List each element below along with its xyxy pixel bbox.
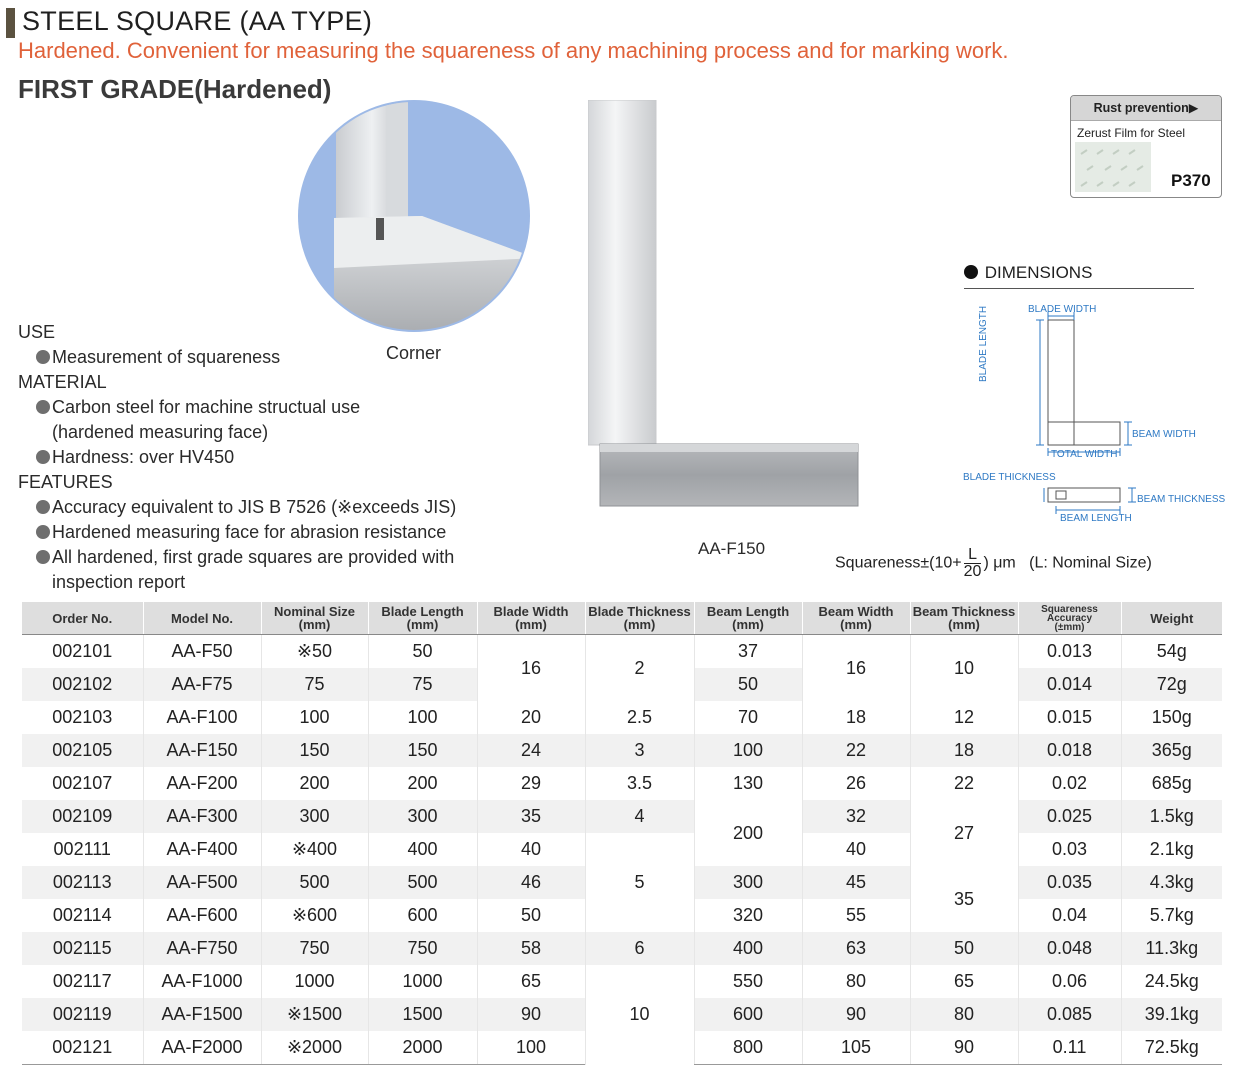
cell-nominal: ※2000 [261,1031,368,1065]
table-header-row [22,602,1222,635]
cell-nominal: 1000 [261,965,368,998]
cell-order: 002111 [53,839,111,859]
page-title: STEEL SQUARE (AA TYPE) [22,6,373,36]
cell-accuracy: 0.06 [1018,965,1121,998]
cell-beam-width: 40 [802,833,910,866]
bullet-icon [36,400,50,414]
cell-beam-thickness: 22 [910,767,1018,800]
cell-model: AA-F75 [143,668,261,701]
cell-beam-width: 16 [802,635,910,702]
grade-heading: FIRST GRADE(Hardened) [18,74,332,104]
cell-beam-thickness: 27 [910,800,1018,866]
cell-beam-length: 300 [694,866,802,899]
cell-beam-length: 130 [694,767,802,800]
cell-blade-thickness: 6 [585,932,694,965]
spec-table [22,602,1222,1065]
use-item: Measurement of squareness [18,345,456,370]
col-beam-thickness: Beam Thickness (mm) [910,602,1018,635]
cell-beam-length: 550 [694,965,802,998]
cell-nominal: ※50 [261,635,368,669]
cell-nominal: ※400 [261,833,368,866]
feature-item: Accuracy equivalent to JIS B 7526 (※exceeds JIS) [18,495,456,520]
feature-item: All hardened, first grade squares are provided with [18,545,456,570]
product-model-label: AA-F150 [698,539,766,558]
rust-page-reference[interactable]: P370 [1171,171,1211,190]
cell-beam-width: 32 [802,800,910,833]
cell-beam-length: 400 [694,932,802,965]
cell-beam-length: 100 [694,734,802,767]
page-subtitle: Hardened. Convenient for measuring the squareness of any machining process and for marking work. [18,38,1009,63]
squareness-formula: Squareness±(10+ $\frac{L}{20}$ ) μm (L: Nominal Size) [835,546,1152,580]
cell-model: AA-F400 [143,833,261,866]
cell-weight: 4.3kg [1121,866,1222,899]
cell-weight: 54g [1121,635,1222,669]
cell-blade-thickness: 4 [585,800,694,833]
corner-label: Corner [386,343,442,363]
cell-blade-thickness: 3.5 [585,767,694,800]
cell-beam-thickness: 50 [910,932,1018,965]
cell-blade-width: 24 [477,734,585,767]
cell-beam-width: 80 [802,965,910,998]
cell-blade-width: 29 [477,767,585,800]
rust-prevention-title[interactable]: Rust prevention▶ [1071,96,1221,121]
cell-beam-width: 63 [802,932,910,965]
cell-beam-thickness: 65 [910,965,1018,998]
cell-nominal: 75 [261,668,368,701]
cell-accuracy: 0.018 [1018,734,1121,767]
feature-item: Hardened measuring face for abrasion resistance [18,520,456,545]
cell-weight: 11.3kg [1121,932,1222,965]
table-row [22,701,1222,734]
bullet-icon [964,265,978,279]
cell-blade-length: 2000 [368,1031,477,1065]
dim-label-blade-width: BLADE WIDTH [1028,304,1097,315]
cell-model: AA-F2000 [143,1031,261,1065]
cell-beam-thickness: 90 [910,1031,1018,1065]
table-row [22,734,1222,767]
dim-label-beam-length: BEAM LENGTH [1060,513,1132,524]
cell-order: 002117 [52,971,112,991]
cell-blade-thickness: 2.5 [585,701,694,734]
cell-weight: 24.5kg [1121,965,1222,998]
cell-beam-thickness: 12 [910,701,1018,734]
cell-beam-length: 50 [694,668,802,701]
cell-weight: 5.7kg [1121,899,1222,932]
specs-section [18,320,456,595]
cell-model: AA-F200 [143,767,261,800]
cell-nominal: 200 [261,767,368,800]
cell-accuracy: 0.013 [1018,635,1121,669]
bullet-icon [36,450,50,464]
cell-beam-length: 600 [694,998,802,1031]
features-heading: FEATURES [18,472,113,492]
cell-beam-width: 90 [802,998,910,1031]
cell-blade-length: 75 [368,668,477,701]
cell-blade-width: 50 [477,899,585,932]
bullet-icon [36,525,50,539]
cell-nominal: 750 [261,932,368,965]
cell-blade-thickness: 10 [585,965,694,1065]
product-image [588,100,860,510]
cell-order: 002101 [52,641,113,661]
col-weight: Weight [1121,602,1222,635]
cell-nominal: 100 [261,701,368,734]
cell-blade-width: 100 [477,1031,585,1065]
cell-accuracy: 0.085 [1018,998,1121,1031]
cell-blade-length: 750 [368,932,477,965]
cell-blade-length: 100 [368,701,477,734]
cell-order: 002109 [22,800,143,833]
cell-order: 002103 [52,707,113,727]
cell-order: 002107 [52,773,113,793]
cell-order: 002113 [22,866,143,899]
cell-blade-width: 20 [477,701,585,734]
dim-label-beam-thickness: BEAM THICKNESS [1137,494,1226,505]
cell-model: AA-F1000 [143,965,261,998]
cell-blade-width: 65 [477,965,585,998]
cell-blade-width: 46 [477,866,585,899]
cell-beam-length: 800 [694,1031,802,1065]
dim-label-blade-thickness: BLADE THICKNESS [963,472,1056,483]
bullet-icon [36,550,50,564]
cell-blade-width: 90 [477,998,585,1031]
cell-accuracy: 0.025 [1018,800,1121,833]
cell-blade-width: 16 [477,635,585,702]
cell-nominal: ※600 [261,899,368,932]
cell-blade-length: 150 [368,734,477,767]
corner-closeup-image [296,98,532,334]
table-row [22,932,1222,965]
cell-order: 002105 [22,734,143,767]
material-item-cont: (hardened measuring face) [52,422,269,442]
col-order-no: Order No. [22,602,143,635]
cell-model: AA-F750 [143,932,261,965]
cell-model: AA-F100 [143,701,261,734]
cell-model: AA-F500 [143,866,261,899]
dim-label-beam-width: BEAM WIDTH [1132,429,1196,440]
cell-weight: 1.5kg [1121,800,1222,833]
cell-beam-length: 70 [694,701,802,734]
table-row [22,767,1222,800]
cell-model: AA-F600 [143,899,261,932]
cell-weight: 2.1kg [1121,833,1222,866]
cell-order: 002119 [22,998,143,1031]
cell-accuracy: 0.015 [1018,701,1121,734]
col-blade-width: Blade Width (mm) [477,602,585,635]
cell-accuracy: 0.048 [1018,932,1121,965]
cell-beam-width: 45 [802,866,910,899]
col-squareness-accuracy: Squareness Accuracy (±mm) [1018,602,1121,635]
dim-label-blade-length: BLADE LENGTH [978,305,989,382]
cell-weight: 72.5kg [1121,1031,1222,1065]
cell-blade-thickness: 2 [585,635,694,702]
table-row [22,635,1222,669]
cell-blade-width: 35 [477,800,585,833]
cell-beam-width: 18 [802,701,910,734]
feature-item-cont: inspection report [52,572,186,592]
film-swatch-image [1075,142,1151,192]
cell-model: AA-F150 [143,734,261,767]
cell-beam-length: 200 [694,800,802,866]
cell-model: AA-F300 [143,800,261,833]
cell-blade-length: 500 [368,866,477,899]
cell-nominal: 150 [261,734,368,767]
cell-order: 002114 [52,905,112,925]
cell-beam-width: 55 [802,899,910,932]
material-heading: MATERIAL [18,372,107,392]
cell-blade-length: 300 [368,800,477,833]
cell-blade-thickness: 3 [585,734,694,767]
dimensions-heading: DIMENSIONS [964,263,1092,283]
cell-beam-width: 26 [802,767,910,800]
cell-nominal: ※1500 [261,998,368,1031]
cell-nominal: 500 [261,866,368,899]
cell-beam-length: 37 [694,635,802,669]
material-item: Hardness: over HV450 [18,445,456,470]
cell-accuracy: 0.11 [1018,1031,1121,1065]
col-beam-width: Beam Width (mm) [802,602,910,635]
cell-beam-width: 105 [802,1031,910,1065]
cell-blade-width: 40 [477,833,585,866]
cell-blade-length: 1000 [368,965,477,998]
cell-weight: 685g [1121,767,1222,800]
col-blade-thickness: Blade Thickness (mm) [585,602,694,635]
cell-weight: 150g [1121,701,1222,734]
table-row [22,800,1222,833]
cell-model: AA-F50 [143,635,261,669]
cell-blade-thickness: 5 [585,833,694,932]
use-heading: USE [18,322,56,342]
cell-beam-thickness: 35 [910,866,1018,932]
dimensions-divider [964,288,1194,289]
cell-beam-thickness: 80 [910,998,1018,1031]
rust-prevention-box[interactable] [1070,95,1222,198]
col-model-no: Model No. [143,602,261,635]
cell-model: AA-F1500 [143,998,261,1031]
cell-weight: 72g [1121,668,1222,701]
bullet-icon [36,500,50,514]
cell-blade-length: 600 [368,899,477,932]
cell-accuracy: 0.03 [1018,833,1121,866]
cell-order: 002121 [22,1031,143,1065]
cell-beam-width: 22 [802,734,910,767]
rust-product-name: Zerust Film for Steel [1077,126,1186,140]
cell-order: 002115 [22,932,143,965]
cell-beam-thickness: 18 [910,734,1018,767]
col-nominal-size: Nominal Size (mm) [261,602,368,635]
bullet-icon [36,350,50,364]
cell-accuracy: 0.035 [1018,866,1121,899]
cell-accuracy: 0.02 [1018,767,1121,800]
title-accent-bar [6,8,15,38]
cell-weight: 39.1kg [1121,998,1222,1031]
cell-blade-length: 1500 [368,998,477,1031]
cell-nominal: 300 [261,800,368,833]
table-row [22,833,1222,866]
dim-label-total-width: TOTAL WIDTH [1051,449,1118,460]
cell-accuracy: 0.014 [1018,668,1121,701]
cell-blade-length: 400 [368,833,477,866]
cell-weight: 365g [1121,734,1222,767]
cell-blade-width: 58 [477,932,585,965]
table-row [22,965,1222,998]
col-beam-length: Beam Length (mm) [694,602,802,635]
cell-order: 002102 [22,668,143,701]
cell-beam-length: 320 [694,899,802,932]
cell-beam-thickness: 10 [910,635,1018,702]
cell-accuracy: 0.04 [1018,899,1121,932]
col-blade-length: Blade Length (mm) [368,602,477,635]
cell-blade-length: 50 [368,635,477,669]
material-item: Carbon steel for machine structual use [18,395,456,420]
cell-blade-length: 200 [368,767,477,800]
